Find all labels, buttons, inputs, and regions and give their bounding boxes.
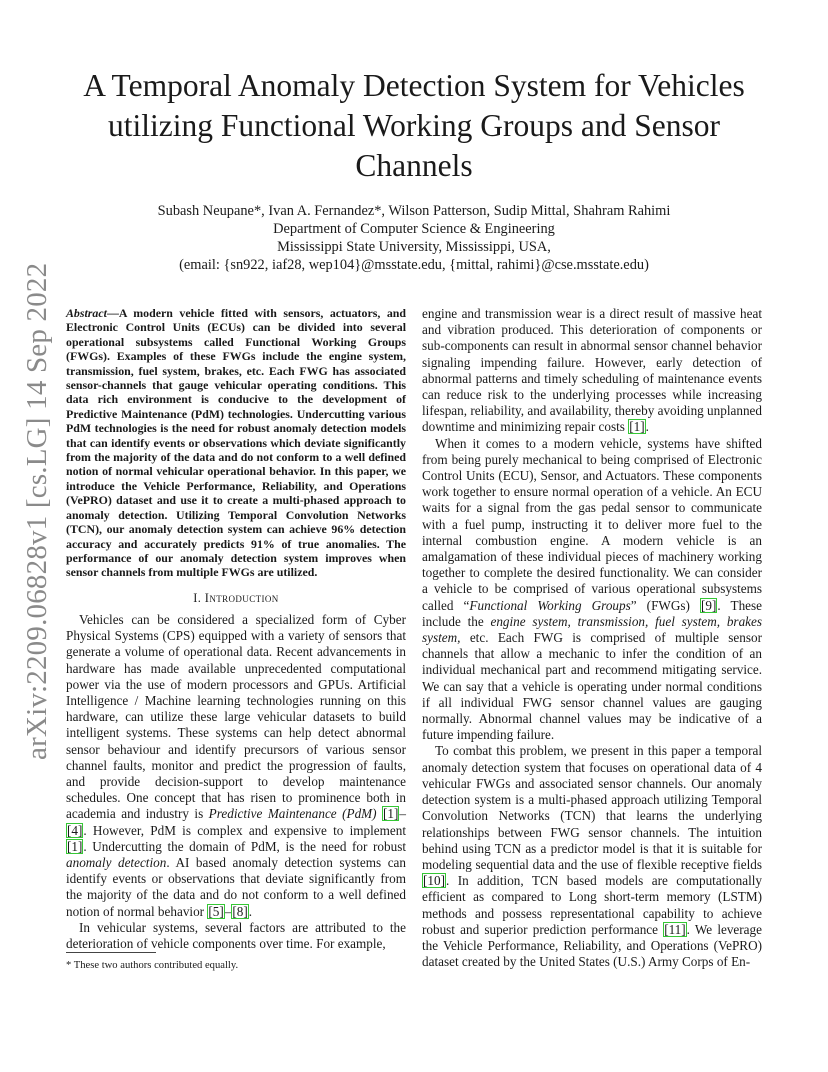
left-column: [66, 306, 406, 952]
arxiv-identifier-stamp: arXiv:2209.06828v1 [cs.LG] 14 Sep 2022: [21, 262, 53, 760]
author-emails: (email: {sn922, iaf28, wep104}@msstate.edu, {mittal, rahimi}@cse.msstate.edu): [179, 257, 649, 273]
intro-paragraph-2: In vehicular systems, several factors are attributed to the deterioration of vehicle components over time. For example,: [66, 919, 406, 951]
body-paragraph-continued: engine and transmission wear is a direct result of massive heat and vibration produced. This deterioration of components or sub-components can result in abnormal sensor channel behavior signaling impending failure. However, early detection of abnormal patterns and timely scheduling of maintenance events can reduce risk to the underlying processes while increasing lifespan, reliability, and availability, thereby avoiding unplanned downtime and minimizing repair costs [1].: [422, 306, 762, 435]
citation-link[interactable]: [11]: [664, 921, 686, 937]
citation-link[interactable]: [5]: [208, 903, 224, 919]
intro-paragraph-1: Vehicles can be considered a specialized form of Cyber Physical Systems (CPS) equipped with a variety of sensors that generate a volume of operational data. Recent advancements in hardware has made available unprecedented computational power via the use of modern processors and GPUs. Artificial Intelligence / Machine learning technologies running on this hardware, can utilize these large vehicular datasets to build intelligent systems. These systems can help detect abnormal sensor behaviour and identify precursors of various sensor channel faults, monitor and predict the progression of faults, and provide decision-support to develop maintenance schedules. One concept that has risen to prominence both in academia and industry is Predictive Maintenance (PdM) [1]–[4]. However, PdM is complex and expensive to implement [1]. Undercutting the domain of PdM, is the need for robust anomaly detection. AI based anomaly detection systems can identify events or observations that deviate significantly from the majority of the data and do not conform to a well defined notion of normal behavior [5]–[8].: [66, 611, 406, 919]
right-column: [422, 306, 762, 970]
abstract-label: Abstract: [66, 306, 107, 320]
author-names: Subash Neupane*, Ivan A. Fernandez*, Wilson Patterson, Sudip Mittal, Shahram Rahimi: [157, 203, 671, 219]
footnote-divider: [66, 952, 156, 953]
footnote: * These two authors contributed equally.: [66, 960, 239, 971]
paper-title: A Temporal Anomaly Detection System for Vehicles utilizing Functional Working Groups and Sensor Channels: [83, 68, 745, 183]
abstract-text: —A modern vehicle fitted with sensors, actuators, and Electronic Control Units (ECUs) can be divided into several operational subsystems called Functional Working Groups (FWGs). Examples of these FWGs include the engine system, transmission, fuel system, brakes, etc. Each FWG has associated sensor-channels that gauge vehicular operating conditions. This data rich environment is conducive to the development of Predictive Maintenance (PdM) technologies. Undercutting various PdM technologies is the need for robust anomaly detection models that can identify events or observations which deviate significantly from the majority of the data and do not conform to a well defined notion of normal vehicular operational behavior. In this paper, we introduce the Vehicle Performance, Reliability, and Operations (VePRO) dataset and use it to create a multi-phased approach to anomaly detection. Utilizing Temporal Convolution Networks (TCN), our anomaly detection system can achieve 96% detection accuracy and accurately predicts 91% of true anomalies. The performance of our anomaly detection system improves when sensor channels from multiple FWGs are utilized.: [66, 306, 406, 580]
citation-link[interactable]: [9]: [701, 597, 717, 613]
author-department: Department of Computer Science & Engineering: [273, 221, 555, 237]
abstract: [66, 306, 406, 580]
author-institution: Mississippi State University, Mississippi, USA,: [277, 239, 551, 255]
section-heading-introduction: I. Introduction: [193, 590, 279, 605]
citation-link[interactable]: [8]: [232, 903, 248, 919]
citation-link[interactable]: [10]: [423, 873, 445, 889]
citation-link[interactable]: [1]: [67, 838, 83, 854]
body-paragraph-fwg: When it comes to a modern vehicle, systems have shifted from being purely mechanical to being comprised of Electronic Control Units (ECU), Sensor, and Actuators. These components work together to ensure normal operation of a vehicle. An ECU waits for a signal from the gas pedal sensor to communicate with a fuel pump, instructing it to deliver more fuel to the internal combustion engine. A modern vehicle is an amalgamation of these individual pieces of machinery working together to complete the desired functionality. We can consider a vehicle to be comprised of various operational subsystems called “Functional Working Groups” (FWGs) [9]. These include the engine system, transmission, fuel system, brakes system, etc. Each FWG is comprised of multiple sensor channels that allow a mechanic to infer the condition of an individual mechanical part and recommend mitigating service. We can say that a vehicle is operating under normal conditions if all individual FWG sensor channel values are gauging normally. Abnormal channel values may be indicative of a future impending failure.: [422, 435, 763, 743]
citation-link[interactable]: [4]: [67, 822, 83, 838]
body-paragraph-tcn: To combat this problem, we present in this paper a temporal anomaly detection system that focuses on operational data of 4 vehicular FWGs and associated sensor channels. Our anomaly detection system is a multi-phased approach utilizing Temporal Convolution Networks (TCN) that learns the underlying relationships between FWG sensor channels. The intuition behind using TCN as a predictor model is that it is suitable for modeling sequential data and the use of flexible receptive fields [10]. In addition, TCN based models are computationally efficient as compared to Long short-term memory (LSTM) methods and possess representational capability to achieve robust and superior prediction performance [11]. We leverage the Vehicle Performance, Reliability, and Operations (VePRO) dataset created by the United States (U.S.) Army Corps of En-: [422, 743, 762, 970]
citation-link[interactable]: [1]: [629, 419, 645, 435]
author-block: [40, 202, 788, 274]
citation-link[interactable]: [1]: [383, 806, 399, 822]
